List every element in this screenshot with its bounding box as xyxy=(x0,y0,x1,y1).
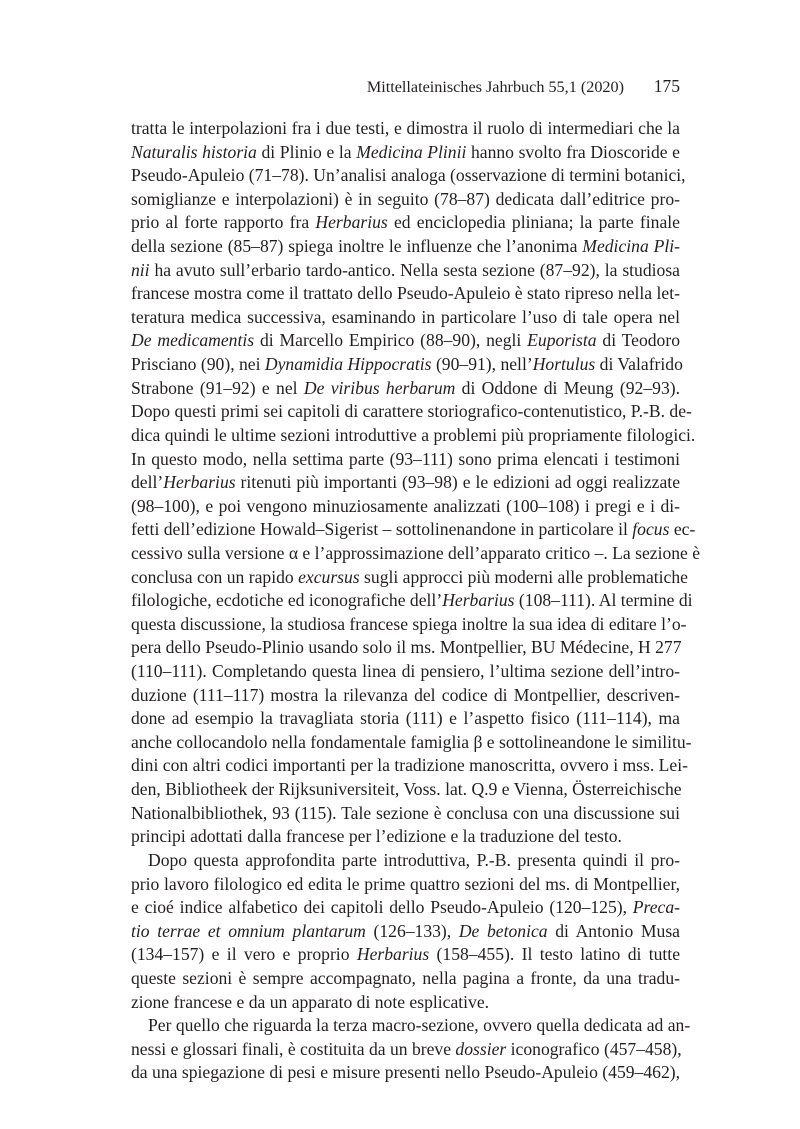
text-line xyxy=(131,849,680,873)
text-line xyxy=(131,589,693,613)
text-segment: e cioé indice alfabetico dei capitoli dello Pseudo-Apuleio (120–125), xyxy=(131,897,633,918)
text-segment: somiglianze e interpolazioni) è in seguito (78–87) dedicata dall’editrice pro- xyxy=(131,188,680,209)
text-segment: prio al forte rapporto fra xyxy=(131,212,316,233)
italic-title: dossier xyxy=(455,1038,507,1059)
text-line xyxy=(131,259,680,283)
text-line xyxy=(131,754,688,778)
text-segment: (126–133), xyxy=(365,920,459,941)
text-line xyxy=(131,400,692,424)
italic-title: Hortulus xyxy=(532,354,596,375)
italic-title: Euporista xyxy=(527,330,597,351)
text-segment: cessivo sulla versione α e l’approssimazione dell’apparato critico –. La sezione è xyxy=(131,542,701,563)
italic-title: focus xyxy=(632,519,670,540)
italic-title: tio terrae et omnium plantarum xyxy=(131,920,366,941)
text-segment: (90–91), nell’ xyxy=(431,354,533,375)
text-segment: di Teodoro xyxy=(596,330,681,351)
italic-title: Naturalis historia xyxy=(131,141,257,162)
text-line xyxy=(131,825,680,849)
text-line xyxy=(131,566,688,590)
text-segment: ec- xyxy=(669,519,696,540)
italic-title: De betonica xyxy=(458,920,548,941)
italic-title: Medicina Pli- xyxy=(582,236,680,257)
text-segment: francese mostra come il trattato dello Pseudo-Apuleio è stato ripreso nella let- xyxy=(131,283,680,304)
italic-title: excursus xyxy=(298,566,360,587)
journal-title: Mittellateinisches Jahrbuch 55,1 (2020) xyxy=(366,78,624,96)
text-segment: principi adottati dalla francese per l’edizione e la traduzione del testo. xyxy=(131,826,622,847)
text-segment: filologiche, ecdotiche ed iconografiche dell’ xyxy=(131,590,443,611)
text-segment: dica quindi le ultime sezioni introduttive a problemi più propriamente filologici. xyxy=(131,424,696,445)
text-line xyxy=(131,660,680,684)
text-line xyxy=(131,1061,680,1085)
text-segment: di Oddone di Meung (92–93). xyxy=(455,377,680,398)
text-line xyxy=(131,943,680,967)
text-segment: sugli approcci più moderni alle problematiche xyxy=(359,566,688,587)
text-line xyxy=(131,495,680,519)
text-segment: di Plinio e la xyxy=(256,141,357,162)
text-segment: dell’ xyxy=(131,472,164,493)
text-segment: tratta le interpolazioni fra i due testi, e dimostra il ruolo di intermediari che la xyxy=(131,118,680,138)
text-segment: hanno svolto fra Dioscoride e xyxy=(466,141,680,162)
text-segment: conclusa con un rapido xyxy=(131,566,299,587)
text-segment: fetti dell’edizione Howald–Sigerist – sottolinenandone in particolare il xyxy=(131,519,633,540)
text-line xyxy=(131,802,680,826)
text-segment: di Antonio Musa xyxy=(547,920,680,941)
text-line xyxy=(131,329,680,353)
text-segment: di Valafrido xyxy=(595,354,683,375)
text-line xyxy=(131,684,680,708)
text-line xyxy=(131,471,680,495)
text-segment: (98–100), e poi vengono minuziosamente analizzati (100–108) i pregi e i di- xyxy=(131,495,680,516)
text-line xyxy=(131,235,680,259)
text-segment: teratura medica successiva, esaminando in particolare l’uso di tale opera nel xyxy=(131,306,680,327)
text-segment: queste sezioni è sempre accompagnato, nella pagina a fronte, da una tradu- xyxy=(131,967,680,988)
text-segment: duzione (111–117) mostra la rilevanza del codice di Montpellier, descriven- xyxy=(131,684,680,705)
text-segment: (134–157) e il vero e proprio xyxy=(131,944,357,965)
text-line xyxy=(131,967,680,991)
text-segment: della sezione (85–87) spiega inoltre le influenze che l’anonima xyxy=(131,236,583,257)
text-line xyxy=(131,873,680,897)
body-text xyxy=(131,117,701,1085)
italic-title: Medicina Plinii xyxy=(356,141,467,162)
text-segment: pera dello Pseudo-Plinio usando solo il ms. Montpellier, BU Médecine, H 277 xyxy=(131,637,682,658)
text-segment: ritenuti più importanti (93–98) e le edizioni ad oggi realizzate xyxy=(235,472,680,493)
text-segment: done ad esempio la travagliata storia (111) e l’aspetto fisico (111–114), ma xyxy=(131,708,680,729)
text-segment: Dopo questi primi sei capitoli di carattere storiografico-contenutistico, P.-B. de- xyxy=(131,401,692,422)
text-segment: ed enciclopedia pliniana; la parte finale xyxy=(387,212,680,233)
text-line xyxy=(131,542,701,566)
text-segment: iconografico (457–458), xyxy=(506,1038,682,1059)
text-segment: (110–111). Completando questa linea di pensiero, l’ultima sezione dell’intro- xyxy=(131,661,680,682)
text-segment: anche collocandolo nella fondamentale famiglia β e sottolineandone le similitu- xyxy=(131,731,692,752)
text-segment: Prisciano (90), nei xyxy=(131,354,265,375)
text-line xyxy=(131,731,692,755)
text-line xyxy=(131,778,680,802)
text-line xyxy=(131,377,680,401)
text-segment: (108–111). Al termine di xyxy=(514,590,693,611)
text-line xyxy=(131,188,680,212)
text-line xyxy=(131,353,683,377)
italic-title: Preca- xyxy=(632,897,680,918)
text-segment: Strabone (91–92) e nel xyxy=(131,377,304,398)
text-segment: (158–455). Il testo latino di tutte xyxy=(429,944,680,965)
italic-title: Herbarius xyxy=(315,212,388,233)
text-segment: Per quello che riguarda la terza macro-sezione, ovvero quella dedicata ad an- xyxy=(148,1015,691,1036)
italic-title: Herbarius xyxy=(356,944,430,965)
italic-title: De viribus herbarum xyxy=(303,377,456,398)
text-segment: ha avuto sull’erbario tardo-antico. Nella sesta sezione (87–92), la studiosa xyxy=(149,259,680,280)
italic-title: De medicamentis xyxy=(131,330,255,351)
italic-title: nii xyxy=(131,259,150,280)
text-line xyxy=(131,896,680,920)
text-line xyxy=(131,424,696,448)
text-line xyxy=(131,920,680,944)
text-line xyxy=(131,1038,680,1062)
text-line xyxy=(131,613,687,637)
italic-title: Dynamidia Hippocratis xyxy=(264,354,432,375)
text-segment: di Marcello Empirico (88–90), negli xyxy=(254,330,528,351)
text-line xyxy=(131,1014,691,1038)
text-segment: Dopo questa approfondita parte introduttiva, P.-B. presenta quindi il pro- xyxy=(148,849,680,870)
text-line xyxy=(131,282,680,306)
text-line xyxy=(131,211,680,235)
text-segment: prio lavoro filologico ed edita le prime quattro sezioni del ms. di Montpellier, xyxy=(131,873,680,894)
text-line xyxy=(131,636,680,660)
text-line xyxy=(131,707,680,731)
text-line xyxy=(131,141,680,165)
text-segment: nessi e glossari finali, è costituita da un breve xyxy=(131,1038,456,1059)
text-line xyxy=(131,448,680,472)
text-line xyxy=(131,164,686,188)
text-segment: zione francese e da un apparato di note esplicative. xyxy=(131,991,490,1012)
text-segment: Nationalbibliothek, 93 (115). Tale sezione è conclusa con una discussione sui xyxy=(131,802,680,823)
text-line xyxy=(131,117,680,141)
text-line xyxy=(131,991,680,1015)
italic-title: Herbarius xyxy=(442,590,515,611)
text-line xyxy=(131,518,696,542)
running-header xyxy=(360,74,680,100)
italic-title: Herbarius xyxy=(163,472,236,493)
text-segment: dini con altri codici importanti per la tradizione manoscritta, ovvero i mss. Lei- xyxy=(131,755,688,776)
text-segment: questa discussione, la studiosa francese spiega inoltre la sua idea di editare l’o- xyxy=(131,613,687,634)
page-number: 175 xyxy=(653,76,680,96)
text-segment: In questo modo, nella settima parte (93–111) sono prima elencati i testimoni xyxy=(131,448,680,469)
text-segment: Pseudo-Apuleio (71–78). Un’analisi analoga (osservazione di termini botanici, xyxy=(131,165,686,186)
text-line xyxy=(131,306,680,330)
text-segment: da una spiegazione di pesi e misure presenti nello Pseudo-Apuleio (459–462), xyxy=(131,1062,680,1083)
text-segment: den, Bibliotheek der Rijksuniversiteit, Voss. lat. Q.9 e Vienna, Österreichische xyxy=(131,779,682,800)
